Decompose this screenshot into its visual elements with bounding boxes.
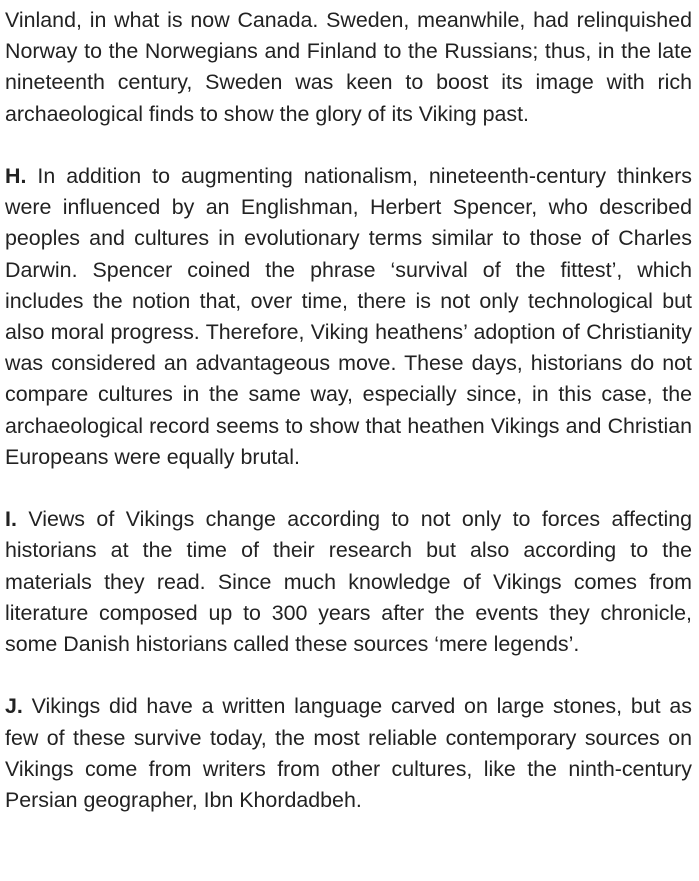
paragraph-letter: I. — [5, 507, 17, 532]
paragraph-text: Views of Vikings change according to not only to forces affecting historians at the time of their research but also according to the materials they read. Since much knowledge of Vikings comes from literature composed up to 300 years after the events they chronicle, some Danish historians called these sources ‘mere legends’. — [5, 507, 692, 657]
paragraph-i — [5, 504, 692, 660]
paragraph-text: Vikings did have a written language carved on large stones, but as few of these survive today, the most reliable contemporary sources on Vikings come from writers from other cultures, like the ninth-century Persian geographer, Ibn Khordadbeh. — [5, 694, 692, 813]
paragraph-letter: H. — [5, 164, 27, 188]
paragraph-text: In addition to augmenting nationalism, nineteenth-century thinkers were influenced by an Englishman, Herbert Spencer, who described peoples and cultures in evolutionary terms similar to those of Charles Darwin. Spencer coined the phrase ‘survival of the fittest’, which includes the notion that, over time, there is not only technological but also moral progress. Therefore, Viking heathens’ adoption of Christianity was considered an advantageous move. These days, historians do not compare cultures in the same way, especially since, in this case, the archaeological record seems to show that heathen Vikings and Christian Europeans were equally brutal. — [5, 164, 692, 469]
paragraph-text: Vinland, in what is now Canada. Sweden, meanwhile, had relinquished Norway to the Norwegians and Finland to the Russians; thus, in the late nineteenth century, Sweden was keen to boost its image with rich archaeological finds to show the glory of its Viking past. — [5, 8, 692, 126]
document-page — [5, 5, 692, 847]
paragraph-j — [5, 691, 692, 816]
paragraph-g-continuation — [5, 5, 692, 130]
paragraph-h — [5, 161, 692, 473]
paragraph-letter: J. — [5, 694, 23, 719]
